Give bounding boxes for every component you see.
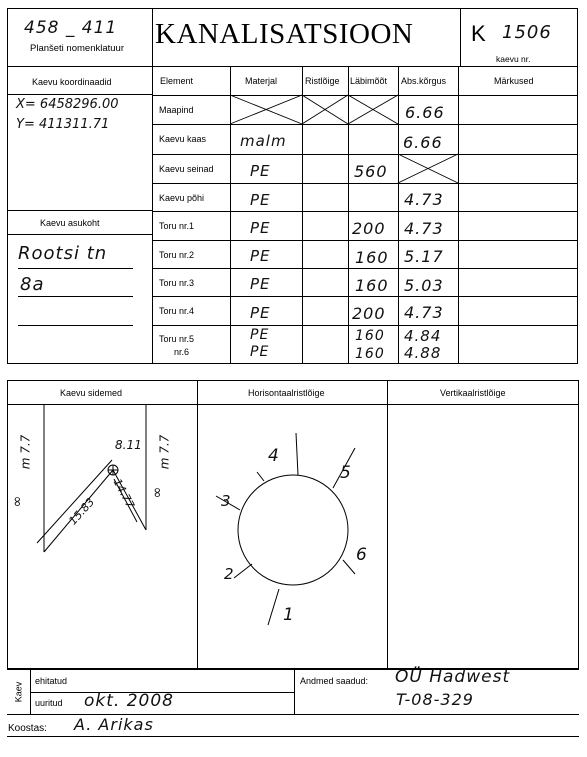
row-element-label: Maapind [159, 105, 194, 115]
coordinate-y: Y= 411311.71 [16, 117, 110, 132]
cell-height: 4.73 [404, 303, 444, 322]
cell-height: 6.66 [403, 133, 443, 152]
data-source-value-1: OÜ Hadwest [395, 667, 511, 687]
inspected-value: okt. 2008 [84, 691, 174, 711]
cell-diameter: 160 [355, 248, 389, 267]
pipe-label-4: 4 [268, 446, 280, 466]
cell-material: PE [250, 247, 271, 265]
cell-diameter: 160 [355, 276, 389, 295]
cell-material: PE [250, 327, 270, 343]
footer-mid-divider [294, 669, 295, 714]
links-left-diag: 15.83 [66, 495, 98, 528]
location-label: Kaevu asukoht [40, 218, 100, 228]
pipe-label-3: 3 [221, 492, 232, 510]
sheet-number: 458 _ 411 [24, 18, 118, 38]
sheet-label: Planšeti nomenklatuur [30, 43, 124, 54]
cell-material: PE [250, 162, 271, 180]
row-element-label: Toru nr.3 [159, 278, 195, 288]
links-top-dim: 8.11 [115, 438, 142, 452]
col-header-element: Element [160, 76, 194, 86]
well-label: kaevu nr. [496, 54, 531, 64]
cell-material: malm [240, 132, 287, 150]
col-header-notes: Märkused [494, 76, 534, 86]
well-prefix: K [471, 21, 486, 46]
row-element-label: Toru nr.5 [159, 334, 195, 344]
author-label: Koostas: [8, 723, 47, 734]
coordinates-label: Kaevu koordinaadid [32, 77, 112, 87]
row-element-label: Kaevu seinad [159, 164, 214, 174]
pipe-label-6: 6 [356, 545, 368, 565]
author-value: A. Arikas [74, 715, 154, 734]
links-left-side: ∞ [9, 494, 26, 508]
vertical-section-label: Vertikaalristlõige [440, 388, 506, 398]
cell-height: 4.84 [404, 327, 442, 345]
cell-height: 4.88 [404, 344, 442, 362]
pipe-label-2: 2 [224, 565, 235, 583]
page-title: KANALISATSIOON [155, 18, 414, 50]
cell-diameter: 560 [354, 162, 388, 181]
pipe-label-5: 5 [340, 463, 352, 483]
pipe-label-1: 1 [283, 605, 295, 625]
footer-side-label: Kaev [13, 681, 24, 703]
cell-height: 4.73 [404, 190, 444, 209]
cell-height: 4.73 [404, 219, 444, 238]
coordinate-x: X= 6458296.00 [16, 97, 119, 112]
links-right-diag: 14.77 [110, 476, 137, 511]
cell-material: PE [250, 304, 271, 322]
col-header-section: Ristlõige [305, 76, 340, 86]
cell-height: 5.03 [404, 276, 444, 295]
cell-height: 6.66 [405, 103, 445, 122]
row-element-label: Kaevu kaas [159, 134, 207, 144]
data-source-value-2: T-08-329 [396, 690, 474, 709]
cell-diameter: 160 [355, 346, 385, 362]
cell-material: PE [250, 275, 271, 293]
links-right-side: ∞ [149, 485, 166, 499]
author-bottom-line [7, 736, 579, 737]
cell-material: PE [250, 219, 271, 237]
location-line-1: Rootsi tn [18, 243, 108, 264]
cell-diameter: 200 [352, 219, 386, 238]
links-left-dim: m 7.7 [18, 434, 33, 470]
col-header-material: Materjal [245, 76, 278, 86]
row-element-label: Toru nr.2 [159, 250, 195, 260]
horizontal-section-label: Horisontaalristlõige [248, 388, 325, 398]
row-element-label: nr.6 [174, 347, 190, 357]
col-header-diameter: Läbimõõt [350, 76, 388, 86]
links-right-dim: m 7.7 [157, 434, 172, 470]
cell-diameter: 160 [355, 328, 385, 344]
location-line-2: 8a [20, 274, 45, 295]
inspected-label: uuritud [35, 698, 63, 708]
cell-material: PE [250, 191, 271, 209]
row-element-label: Toru nr.4 [159, 306, 195, 316]
col-header-height: Abs.kõrgus [401, 76, 447, 86]
cell-height: 5.17 [404, 247, 444, 266]
built-label: ehitatud [35, 676, 68, 686]
row-element-label: Toru nr.1 [159, 221, 195, 231]
cell-diameter: 200 [352, 304, 386, 323]
row-element-label: Kaevu põhi [159, 193, 205, 203]
cell-material: PE [250, 344, 270, 360]
well-number: 1506 [502, 22, 552, 43]
links-label: Kaevu sidemed [60, 388, 123, 398]
data-source-label: Andmed saadud: [300, 676, 369, 686]
